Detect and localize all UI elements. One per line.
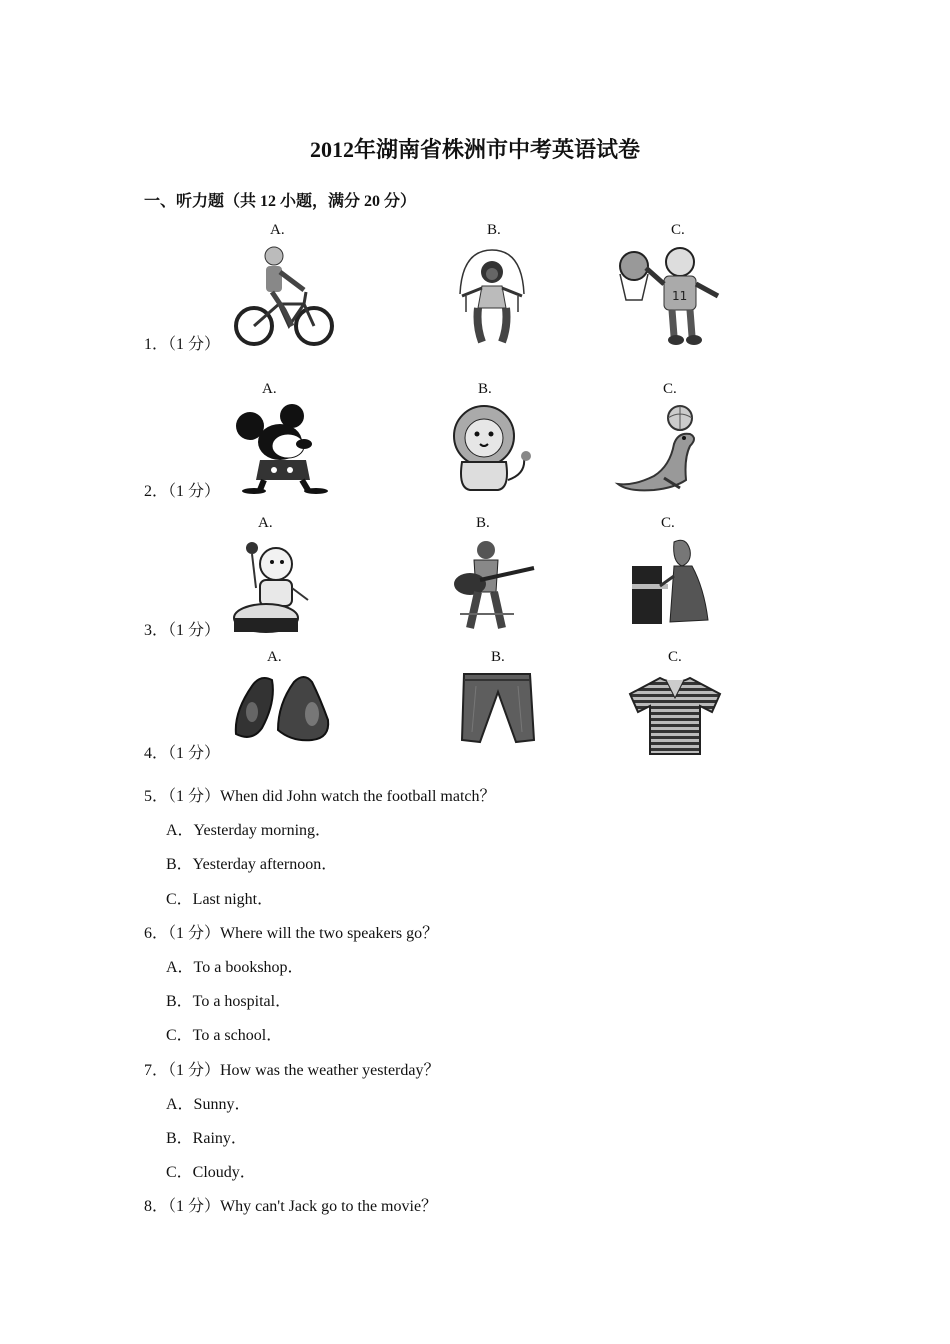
q4-label: 4．（1 分） [144, 745, 221, 762]
q3-label: 3．（1 分） [144, 622, 221, 639]
q6-option-c[interactable]: C．To a school． [166, 1027, 283, 1044]
q2-option-b-letter: B. [478, 381, 492, 397]
q3-option-a-letter: A. [258, 515, 273, 531]
q6-option-a[interactable]: A．To a bookshop． [166, 959, 304, 976]
q4-option-a-letter: A. [267, 649, 282, 665]
q1-option-a-letter: A. [270, 222, 285, 238]
q2-option-a-letter: A. [262, 381, 277, 397]
svg-text:11: 11 [672, 289, 688, 303]
q5-option-b[interactable]: B．Yesterday afternoon． [166, 856, 338, 873]
q2-label: 2．（1 分） [144, 483, 221, 500]
q7-stem: 7．（1 分）How was the weather yesterday？ [144, 1062, 440, 1079]
boy-playing-basketball-image[interactable] [614, 244, 724, 348]
q5-stem: 5．（1 分）When did John watch the football match？ [144, 788, 496, 805]
q7-option-c[interactable]: C．Cloudy． [166, 1164, 256, 1181]
q2-option-c-letter: C. [663, 381, 677, 397]
q5-option-c[interactable]: C．Last night． [166, 891, 274, 908]
girl-skipping-rope-image[interactable] [452, 246, 532, 348]
striped-t-shirt-image[interactable] [628, 676, 722, 756]
q1-option-c-letter: C. [671, 222, 685, 238]
seal-with-ball-image[interactable] [614, 404, 704, 492]
man-playing-guitar-image[interactable] [444, 538, 536, 630]
boy-playing-drum-image[interactable] [232, 538, 316, 634]
q4-option-c-letter: C. [668, 649, 682, 665]
q3-option-b-letter: B. [476, 515, 490, 531]
q5-option-a[interactable]: A．Yesterday morning． [166, 822, 332, 839]
q1-option-b-letter: B. [487, 222, 501, 238]
q8-stem: 8．（1 分）Why can't Jack go to the movie？ [144, 1198, 438, 1215]
mickey-mouse-image[interactable] [234, 404, 334, 494]
section-heading: 一、听力题（共 12 小题，满分 20 分） [144, 193, 417, 210]
q7-option-b[interactable]: B．Rainy． [166, 1130, 247, 1147]
exam-title: 2012年湖南省株洲市中考英语试卷 [309, 137, 640, 162]
shoes-image[interactable] [232, 672, 332, 744]
q1-label: 1．（1 分） [144, 336, 221, 353]
trousers-image[interactable] [458, 672, 536, 744]
woman-playing-piano-image[interactable] [630, 536, 716, 632]
q7-option-a[interactable]: A．Sunny． [166, 1096, 251, 1113]
lion-image[interactable] [446, 404, 534, 492]
q3-option-c-letter: C. [661, 515, 675, 531]
q4-option-b-letter: B. [491, 649, 505, 665]
q6-option-b[interactable]: B．To a hospital． [166, 993, 292, 1010]
q6-stem: 6．（1 分）Where will the two speakers go？ [144, 925, 439, 942]
boy-riding-bicycle-image[interactable] [234, 244, 336, 348]
